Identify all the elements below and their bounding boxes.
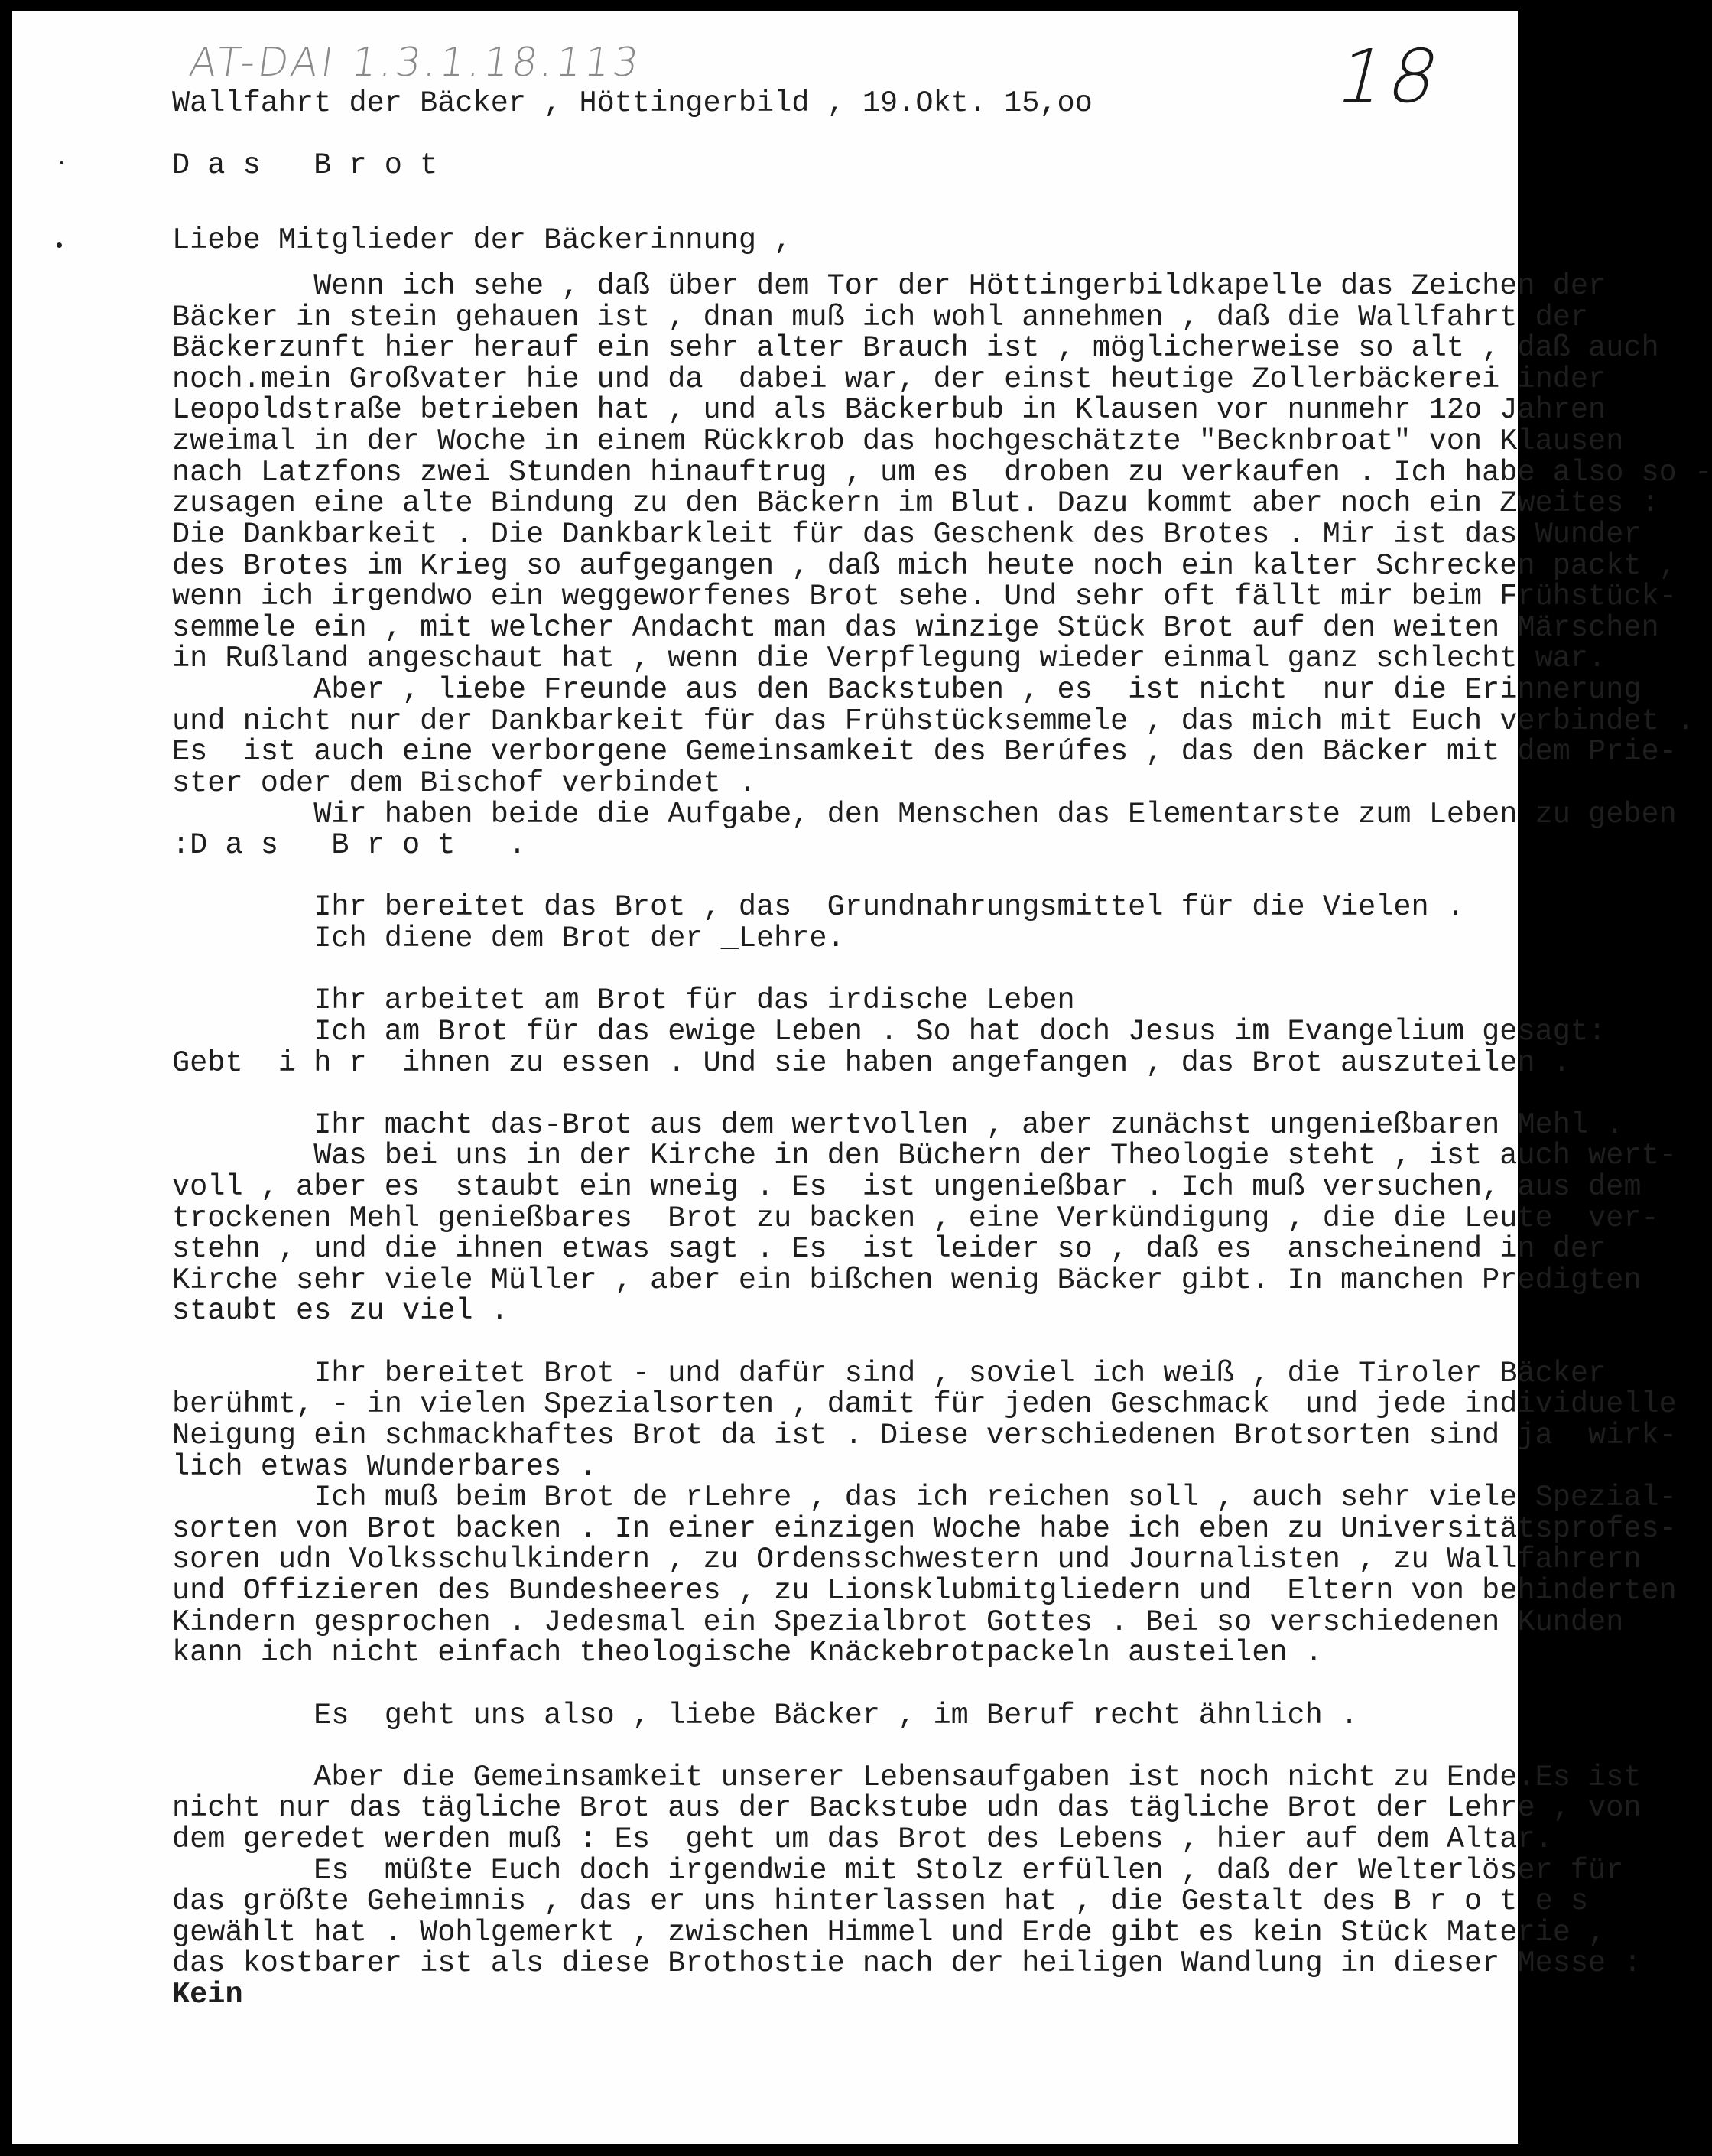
archive-signature: AT-DAI 1.3.1.18.113 <box>186 40 645 86</box>
text-line: ster oder dem Bischof verbindet . <box>172 766 756 800</box>
salutation: Liebe Mitglieder der Bäckerinnung , <box>172 223 792 257</box>
handwritten-page-number: 18 <box>1328 34 1453 119</box>
text-line: Ich diene dem Brot der _Lehre. <box>172 922 845 956</box>
margin-punch-mark <box>60 161 63 164</box>
text-line: nach Latzfons zwei Stunden hinauftrug , um es droben zu verkaufen . Ich habe also so - <box>172 455 1712 489</box>
text-line: Was bei uns in der Kirche in den Büchern der Theologie steht , ist auch wert- <box>172 1139 1677 1173</box>
text-line: Wenn ich sehe , daß über dem Tor der Höttingerbildkapelle das Zeichen der <box>172 269 1606 303</box>
text-line: wenn ich irgendwo ein weggeworfenes Brot sehe. Und sehr oft fällt mir beim Frühstück- <box>172 580 1677 614</box>
document-header: Wallfahrt der Bäcker , Höttingerbild , 19.Okt. 15,oo <box>172 86 1093 120</box>
text-line: Aber die Gemeinsamkeit unserer Lebensaufgaben ist noch nicht zu Ende.Es ist <box>172 1760 1642 1794</box>
text-line: Es ist auch eine verborgene Gemeinsamkeit des Berúfes , das den Bäcker mit dem Prie- <box>172 735 1677 769</box>
text-line: zusagen eine alte Bindung zu den Bäckern im Blut. Dazu kommt aber noch ein Zweites : <box>172 486 1659 521</box>
text-line: Ihr macht das-Brot aus dem wertvollen , aber zunächst ungenießbaren Mehl . <box>172 1107 1624 1142</box>
text-line: nicht nur das tägliche Brot aus der Backstube udn das tägliche Brot der Lehre , von <box>172 1791 1642 1826</box>
text-line: noch.mein Großvater hie und da dabei war, der einst heutige Zollerbäckerei inder <box>172 362 1606 396</box>
text-line: Bäcker in stein gehauen ist , dnan muß ich wohl annehmen , daß die Wallfahrt der <box>172 300 1589 334</box>
text-line: zweimal in der Woche in einem Rückkrob das hochgeschätzte "Becknbroat" von Klausen <box>172 424 1624 459</box>
margin-punch-mark <box>57 242 62 248</box>
text-line: Ihr bereitet Brot - und dafür sind , soviel ich weiß , die Tiroler Bäcker <box>172 1356 1606 1390</box>
text-line: kann ich nicht einfach theologische Knäckebrotpackeln austeilen . <box>172 1636 1323 1670</box>
text-line: staubt es zu viel . <box>172 1294 508 1328</box>
text-line: lich etwas Wunderbares . <box>172 1449 597 1484</box>
text-line: Leopoldstraße betrieben hat , und als Bäckerbub in Klausen vor nunmehr 12o Jahren <box>172 393 1606 428</box>
text-line: Kirche sehr viele Müller , aber ein bißchen wenig Bäcker gibt. In manchen Predigten <box>172 1263 1642 1297</box>
text-line: Bäckerzunft hier herauf ein sehr alter Brauch ist , möglicherweise so alt , daß auch <box>172 331 1659 366</box>
text-line: sorten von Brot backen . In einer einzigen Woche habe ich eben zu Universitätsprofes- <box>172 1511 1677 1546</box>
text-line: Es geht uns also , liebe Bäcker , im Beruf recht ähnlich . <box>172 1698 1359 1732</box>
text-line: semmele ein , mit welcher Andacht man das winzige Stück Brot auf den weiten Märschen <box>172 610 1659 645</box>
document-title: D a s B r o t <box>172 148 438 182</box>
text-line: Kindern gesprochen . Jedesmal ein Spezialbrot Gottes . Bei so verschiedenen Kunden <box>172 1605 1624 1639</box>
text-line: soren udn Volksschulkindern , zu Ordensschwestern und Journalisten , zu Wallfahrern <box>172 1543 1642 1577</box>
text-line: das kostbarer ist als diese Brothostie nach der heiligen Wandlung in dieser Messe : <box>172 1946 1642 1981</box>
text-line: trockenen Mehl genießbares Brot zu backen , eine Verkündigung , die die Leute ver- <box>172 1201 1659 1235</box>
text-line: das größte Geheimnis , das er uns hinterlassen hat , die Gestalt des B r o t e s <box>172 1884 1589 1919</box>
text-line: in Rußland angeschaut hat , wenn die Verpflegung wieder einmal ganz schlecht war. <box>172 642 1606 676</box>
document-page <box>12 11 1712 2144</box>
text-line: Ihr bereitet das Brot , das Grundnahrungsmittel für die Vielen . <box>172 890 1464 925</box>
text-line: Gebt i h r ihnen zu essen . Und sie haben angefangen , das Brot auszuteilen . <box>172 1045 1571 1080</box>
document-body <box>172 11 1712 2012</box>
text-line: Aber , liebe Freunde aus den Backstuben , es ist nicht nur die Erinnerung <box>172 673 1642 707</box>
text-line: Es müßte Euch doch irgendwie mit Stolz erfüllen , daß der Welterlöser für <box>172 1853 1624 1888</box>
text-line: des Brotes im Krieg so aufgegangen , daß mich heute noch ein kalter Schrecken packt , <box>172 548 1677 583</box>
text-line: berühmt, - in vielen Spezialsorten , damit für jeden Geschmack und jede individuelle <box>172 1387 1677 1422</box>
text-line: und Offizieren des Bundesheeres , zu Lionsklubmitgliedern und Eltern von behinderten <box>172 1574 1677 1608</box>
struck-out-word: Kein <box>172 1978 243 2012</box>
text-line: gewählt hat . Wohlgemerkt , zwischen Himmel und Erde gibt es kein Stück Materie , <box>172 1915 1606 1950</box>
text-line: Neigung ein schmackhaftes Brot da ist . Diese verschiedenen Brotsorten sind ja wirk- <box>172 1418 1677 1452</box>
text-line: Ich am Brot für das ewige Leben . So hat doch Jesus im Evangelium gesagt: <box>172 1014 1606 1049</box>
text-line: stehn , und die ihnen etwas sagt . Es ist leider so , daß es anscheinend in der <box>172 1232 1606 1267</box>
text-line: Ich muß beim Brot de rLehre , das ich reichen soll , auch sehr viele Spezial- <box>172 1481 1677 1515</box>
text-line: :D a s B r o t . <box>172 828 527 863</box>
text-line: Ihr arbeitet am Brot für das irdische Leben <box>172 984 1075 1018</box>
text-line: voll , aber es staubt ein wneig . Es ist ungenießbar . Ich muß versuchen, aus dem <box>172 1169 1642 1204</box>
text-line: Die Dankbarkeit . Die Dankbarkleit für das Geschenk des Brotes . Mir ist das Wunder <box>172 517 1642 551</box>
text-line: dem geredet werden muß : Es geht um das Brot des Lebens , hier auf dem Altar. <box>172 1823 1553 1856</box>
text-line: Wir haben beide die Aufgabe, den Menschen das Elementarste zum Leben zu geben <box>172 797 1677 831</box>
text-line: und nicht nur der Dankbarkeit für das Frühstücksemmele , das mich mit Euch verbindet . <box>172 704 1694 738</box>
